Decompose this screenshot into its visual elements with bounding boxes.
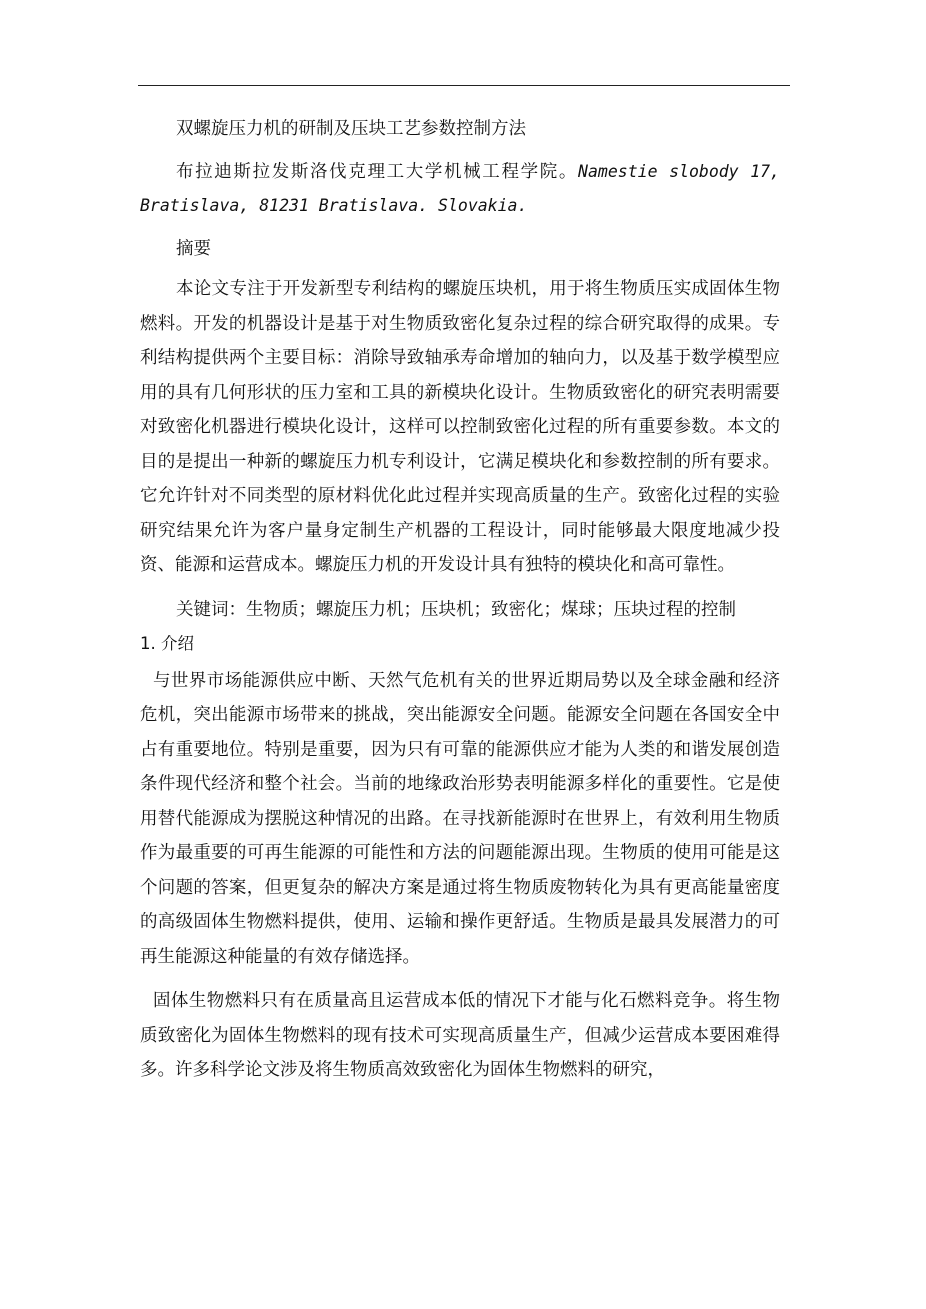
affiliation [140, 155, 780, 224]
abstract-heading: 摘要 [176, 238, 211, 259]
affiliation-institution: 布拉迪斯拉发斯洛伐克理工大学机械工程学院。 [176, 161, 579, 182]
affiliation-address: Namestie slobody 17, Bratislava, 81231 Bratislava. Slovakia. [140, 161, 780, 215]
header-rule [138, 85, 790, 86]
intro-paragraph: 固体生物燃料只有在质量高且运营成本低的情况下才能与化石燃料竞争。将生物质致密化为固体生物燃料的现有技术可实现高质量生产，但减少运营成本要困难得多。许多科学论文涉及将生物质高效致密化为固体生物燃料的研究， [140, 991, 780, 1080]
document-body [140, 112, 780, 1088]
paper-title: 双螺旋压力机的研制及压块工艺参数控制方法 [176, 119, 526, 139]
keywords: 关键词：生物质；螺旋压力机；压块机；致密化；煤球；压块过程的控制 [176, 599, 736, 620]
abstract-text: 本论文专注于开发新型专利结构的螺旋压块机，用于将生物质压实成固体生物燃料。开发的机器设计是基于对生物质致密化复杂过程的综合研究取得的成果。专利结构提供两个主要目标：消除导致轴承寿命增加的轴向力，以及基于数学模型应用的具有几何形状的压力室和工具的新模块化设计。生物质致密化的研究表明需要对致密化机器进行模块化设计，这样可以控制致密化过程的所有重要参数。本文的目的是提出一种新的螺旋压力机专利设计，它满足模块化和参数控制的所有要求。它允许针对不同类型的原材料优化此过程并实现高质量的生产。致密化过程的实验研究结果允许为客户量身定制生产机器的工程设计，同时能够最大限度地减少投资、能源和运营成本。螺旋压力机的开发设计具有独特的模块化和高可靠性。 [140, 279, 780, 575]
section-heading-introduction: 1. 介绍 [140, 634, 194, 653]
intro-paragraph: 与世界市场能源供应中断、天然气危机有关的世界近期局势以及全球金融和经济危机，突出能源市场带来的挑战，突出能源安全问题。能源安全问题在各国安全中占有重要地位。特别是重要，因为只有可靠的能源供应才能为人类的和谐发展创造条件现代经济和整个社会。当前的地缘政治形势表明能源多样化的重要性。它是使用替代能源成为摆脱这种情况的出路。在寻找新能源时在世界上，有效利用生物质作为最重要的可再生能源的可能性和方法的问题能源出现。生物质的使用可能是这个问题的答案，但更复杂的解决方案是通过将生物质废物转化为具有更高能量密度的高级固体生物燃料提供，使用、运输和操作更舒适。生物质是最具发展潜力的可再生能源这种能量的有效存储选择。 [140, 670, 780, 967]
